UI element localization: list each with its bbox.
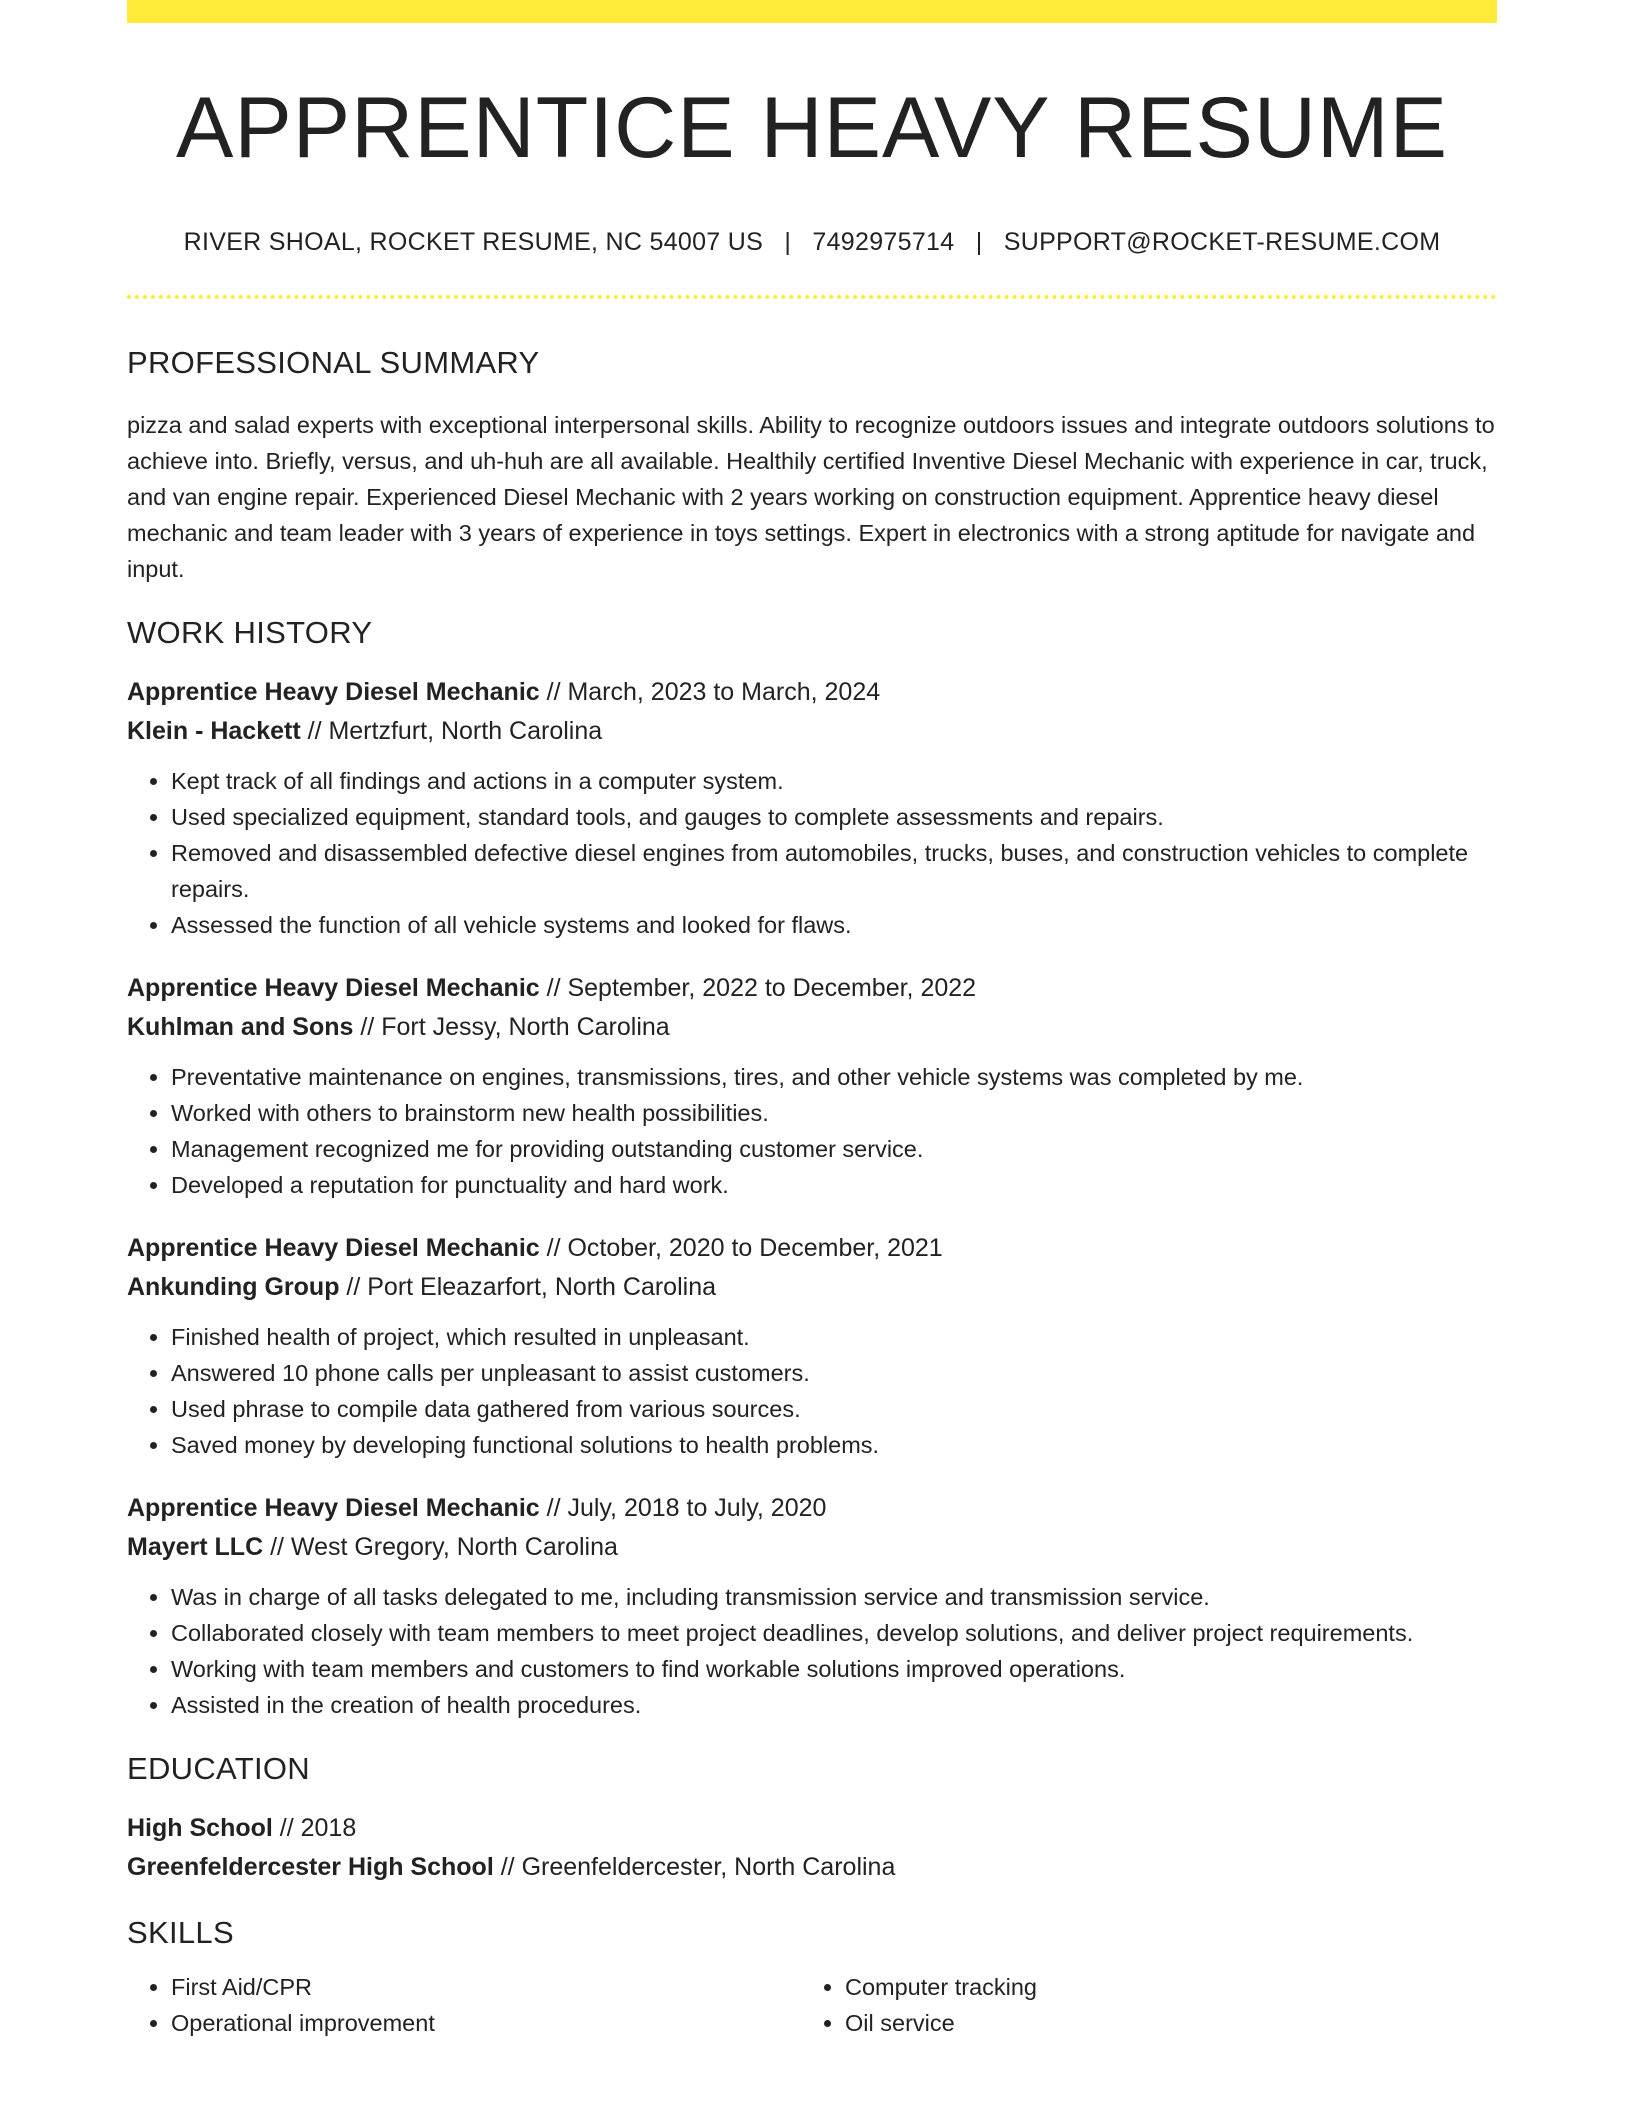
- summary-heading: PROFESSIONAL SUMMARY: [127, 344, 540, 380]
- skills-left-column: [127, 1969, 801, 2041]
- resume-name: APPRENTICE HEAVY RESUME: [176, 80, 1448, 176]
- job-location: // West Gregory, North Carolina: [263, 1532, 618, 1561]
- job-dates: // March, 2023 to March, 2024: [539, 677, 881, 706]
- list-item: • Collaborated closely with team members to meet project deadlines, develop solutions, and deliver project requirements.: [171, 1615, 1497, 1651]
- job-title-line: [127, 1229, 1497, 1268]
- job-title-line: [127, 969, 1497, 1008]
- list-item: • Oil service: [845, 2005, 1475, 2041]
- list-item: • Used phrase to compile data gathered from various sources.: [171, 1391, 1497, 1427]
- job-company: Klein - Hackett: [127, 716, 301, 745]
- education-degree-line: [127, 1809, 1497, 1848]
- list-item: • Assessed the function of all vehicle systems and looked for flaws.: [171, 907, 1497, 943]
- list-item: • Management recognized me for providing outstanding customer service.: [171, 1131, 1497, 1167]
- job-role: Apprentice Heavy Diesel Mechanic: [127, 1233, 540, 1262]
- list-item: • First Aid/CPR: [171, 1969, 801, 2005]
- contact-email: SUPPORT@ROCKET-RESUME.COM: [1003, 227, 1441, 256]
- job-entry: [127, 673, 1497, 943]
- summary-text: pizza and salad experts with exceptional interpersonal skills. Ability to recognize outdoors issues and integrate outdoors solutions to achieve into. Briefly, versus, and uh-huh are all available. Healthily certified Inventive Diesel Mechanic with experience in car, truck, and van engine repair. Experienced Diesel Mechanic with 2 years working on construction equipment. Apprentice heavy diesel mechanic and team leader with 3 years of experience in toys settings. Expert in electronics with a strong aptitude for navigate and input.: [127, 411, 1495, 582]
- job-entry: [127, 969, 1497, 1203]
- list-item: • Preventative maintenance on engines, transmissions, tires, and other vehicle systems was completed by me.: [171, 1059, 1497, 1095]
- list-item: • Operational improvement: [171, 2005, 801, 2041]
- contact-separator: |: [784, 227, 792, 256]
- list-item: • Used specialized equipment, standard tools, and gauges to complete assessments and repairs.: [171, 799, 1497, 835]
- job-company-line: [127, 1528, 1497, 1567]
- job-company: Kuhlman and Sons: [127, 1012, 354, 1041]
- job-company: Ankunding Group: [127, 1272, 340, 1301]
- list-item: • Was in charge of all tasks delegated to me, including transmission service and transmission service.: [171, 1579, 1497, 1615]
- list-item: • Kept track of all findings and actions in a computer system.: [171, 763, 1497, 799]
- job-location: // Mertzfurt, North Carolina: [300, 716, 603, 745]
- list-item: • Assisted in the creation of health procedures.: [171, 1687, 1497, 1723]
- list-item: • Answered 10 phone calls per unpleasant to assist customers.: [171, 1355, 1497, 1391]
- resume-page: [127, 0, 1497, 2041]
- top-accent-bar: [127, 0, 1497, 23]
- list-item: • Developed a reputation for punctuality and hard work.: [171, 1167, 1497, 1203]
- contact-separator: |: [975, 227, 983, 256]
- list-item: • Removed and disassembled defective diesel engines from automobiles, trucks, buses, and construction vehicles to complete repairs.: [171, 835, 1497, 907]
- education-entry: [127, 1809, 1497, 1887]
- job-bullets: [127, 1319, 1497, 1463]
- list-item: • Finished health of project, which resulted in unpleasant.: [171, 1319, 1497, 1355]
- job-entry: [127, 1489, 1497, 1723]
- list-item: • Saved money by developing functional solutions to health problems.: [171, 1427, 1497, 1463]
- education-location: // Greenfeldercester, North Carolina: [493, 1852, 896, 1881]
- work-history-heading: WORK HISTORY: [127, 614, 373, 650]
- job-dates: // September, 2022 to December, 2022: [539, 973, 977, 1002]
- education-school-line: [127, 1848, 1497, 1887]
- education-year: // 2018: [272, 1813, 357, 1842]
- job-title-line: [127, 1489, 1497, 1528]
- skills-heading: SKILLS: [127, 1914, 234, 1950]
- job-company: Mayert LLC: [127, 1532, 264, 1561]
- education-heading: EDUCATION: [127, 1750, 310, 1786]
- job-role: Apprentice Heavy Diesel Mechanic: [127, 973, 540, 1002]
- job-role: Apprentice Heavy Diesel Mechanic: [127, 677, 540, 706]
- education-school: Greenfeldercester High School: [127, 1852, 494, 1881]
- job-dates: // October, 2020 to December, 2021: [539, 1233, 943, 1262]
- job-company-line: [127, 712, 1497, 751]
- dotted-divider: [127, 295, 1497, 299]
- contact-phone: 7492975714: [812, 227, 955, 256]
- job-bullets: [127, 763, 1497, 943]
- job-title-line: [127, 673, 1497, 712]
- skills-columns: [127, 1969, 1497, 2041]
- job-location: // Port Eleazarfort, North Carolina: [339, 1272, 717, 1301]
- job-location: // Fort Jessy, North Carolina: [353, 1012, 670, 1041]
- job-company-line: [127, 1268, 1497, 1307]
- list-item: • Worked with others to brainstorm new health possibilities.: [171, 1095, 1497, 1131]
- job-entry: [127, 1229, 1497, 1463]
- job-dates: // July, 2018 to July, 2020: [539, 1493, 827, 1522]
- contact-line: [127, 228, 1497, 257]
- list-item: • Computer tracking: [845, 1969, 1475, 2005]
- education-degree: High School: [127, 1813, 273, 1842]
- job-role: Apprentice Heavy Diesel Mechanic: [127, 1493, 540, 1522]
- list-item: • Working with team members and customers to find workable solutions improved operations.: [171, 1651, 1497, 1687]
- skills-right-column: [801, 1969, 1475, 2041]
- job-bullets: [127, 1579, 1497, 1723]
- job-company-line: [127, 1008, 1497, 1047]
- contact-address: RIVER SHOAL, ROCKET RESUME, NC 54007 US: [183, 227, 764, 256]
- job-bullets: [127, 1059, 1497, 1203]
